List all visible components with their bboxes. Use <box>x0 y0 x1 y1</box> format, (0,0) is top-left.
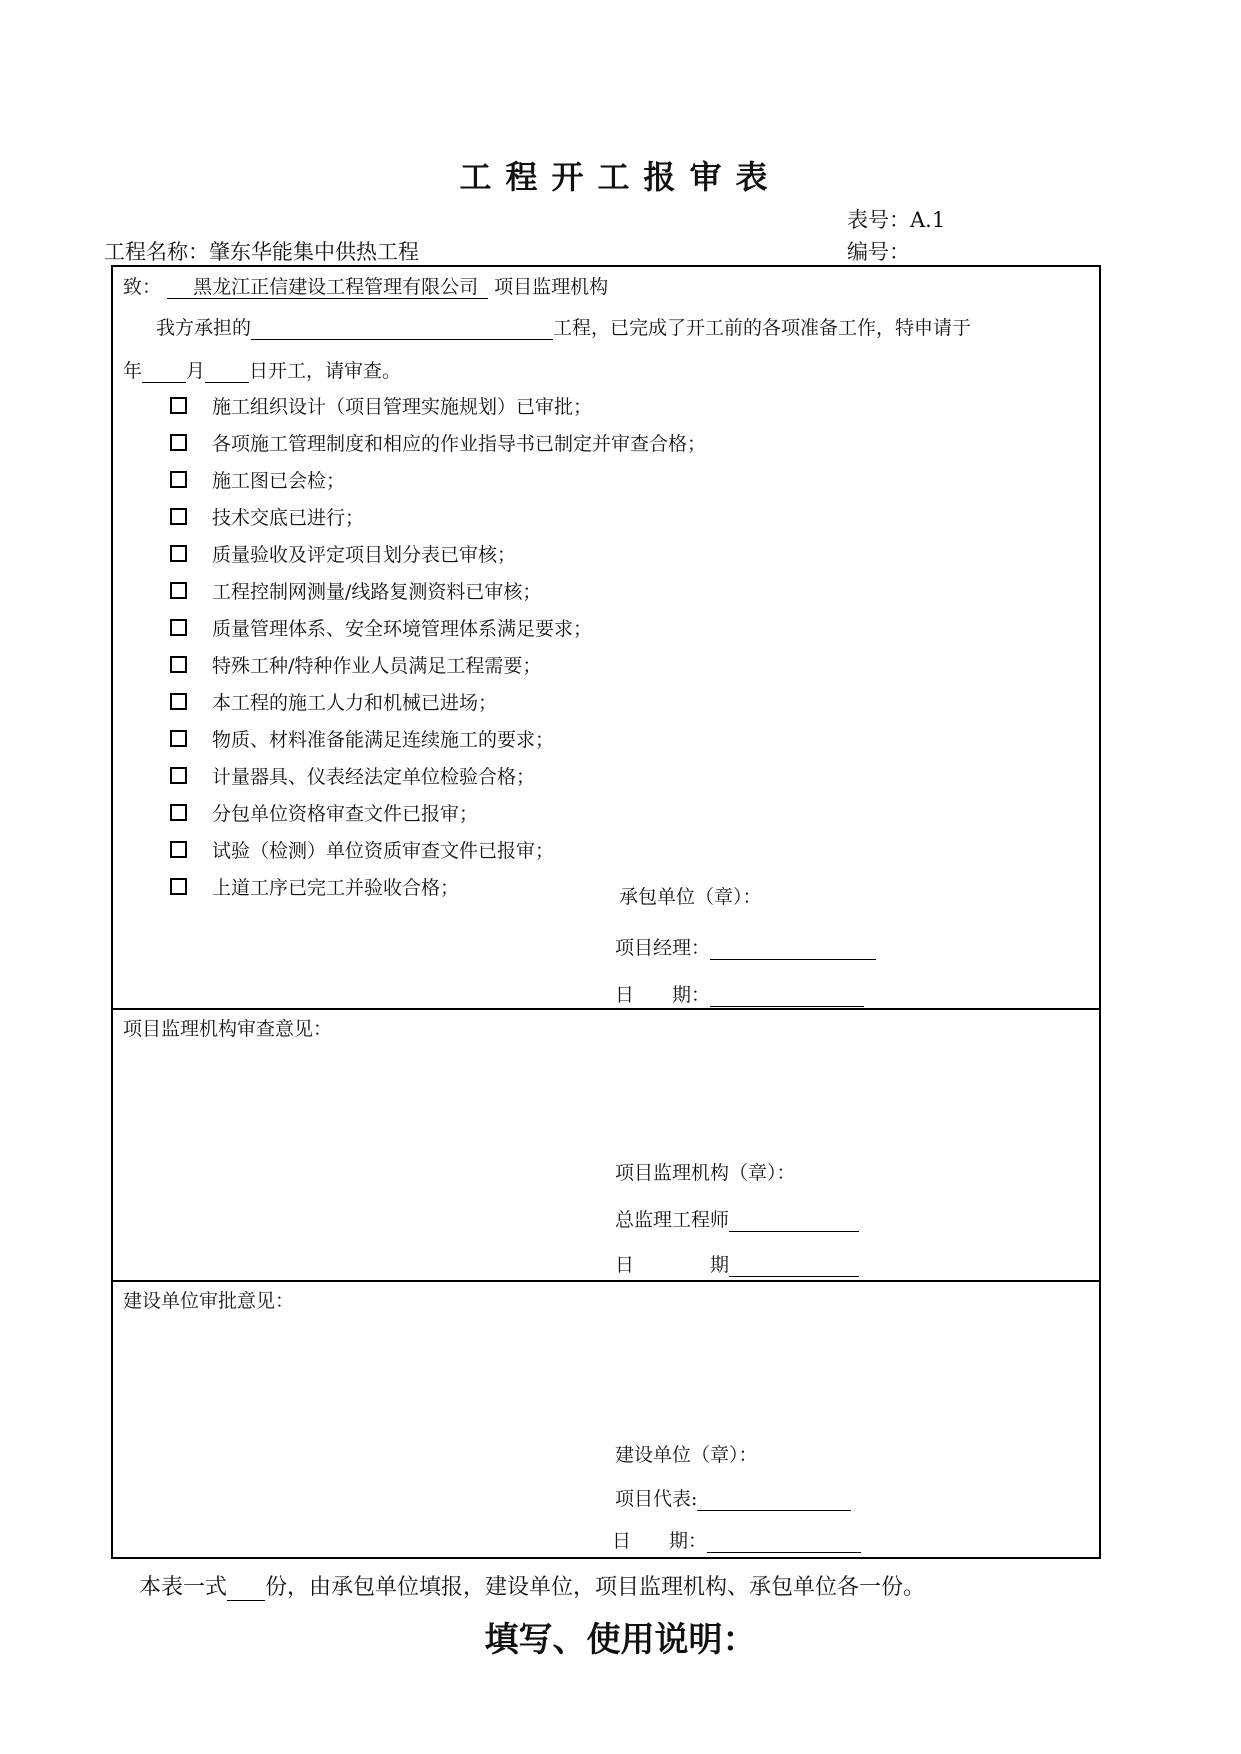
checklist-item-label: 特殊工种/特种作业人员满足工程需要； <box>212 655 542 677</box>
checklist-item-label: 物质、材料准备能满足连续施工的要求； <box>212 729 555 751</box>
project-name-value: 肇东华能集中供热工程 <box>209 240 419 264</box>
chief-engineer-row <box>615 1205 859 1232</box>
owner-rep-label: 项目代表: <box>615 1488 698 1510</box>
copies-blank[interactable] <box>227 1576 265 1601</box>
footer-note <box>139 1570 925 1601</box>
footer-text-2: 份，由承包单位填报，建设单位，项目监理机构、承包单位各一份。 <box>265 1575 926 1600</box>
manager-signature-blank[interactable] <box>710 937 876 960</box>
checklist-checkbox[interactable] <box>170 508 187 525</box>
supervision-org-label: 项目监理机构（章）： <box>615 1162 796 1184</box>
chief-engineer-blank[interactable] <box>729 1209 859 1232</box>
owner-unit-label: 建设单位（章）： <box>615 1444 758 1466</box>
supervision-date-label: 日 期 <box>615 1254 730 1276</box>
form-table <box>111 265 1101 1559</box>
section-divider-2 <box>111 1280 1101 1282</box>
intro-text-2: 工程，已完成了开工前的各项准备工作，特申请于 <box>553 317 972 339</box>
checklist-checkbox[interactable] <box>170 804 187 821</box>
serial-number-label: 编号： <box>847 240 910 264</box>
checklist-item-label: 技术交底已进行； <box>212 507 365 529</box>
contractor-date-blank[interactable] <box>710 984 864 1007</box>
checklist-item-label: 施工图已会检； <box>212 470 346 492</box>
day-text: 日开工，请审查。 <box>249 360 402 382</box>
intro-text-1: 我方承担的 <box>156 317 252 339</box>
owner-date-label: 日 期： <box>612 1530 708 1552</box>
contractor-unit-label: 承包单位（章）： <box>619 886 762 908</box>
owner-date-row <box>612 1526 861 1553</box>
checklist-checkbox[interactable] <box>170 693 187 710</box>
checklist-checkbox[interactable] <box>170 545 187 562</box>
chief-engineer-label: 总监理工程师 <box>615 1209 730 1231</box>
checklist-checkbox[interactable] <box>170 656 187 673</box>
manager-row <box>615 933 876 960</box>
checklist-item-label: 质量验收及评定项目划分表已审核； <box>212 544 517 566</box>
manager-label: 项目经理： <box>615 937 711 959</box>
addressee-company: 黑龙江正信建设工程管理有限公司 <box>167 276 488 299</box>
form-title: 工程开工报审表 <box>459 158 782 196</box>
month-label: 月 <box>186 360 206 382</box>
checklist-item-label: 试验（检测）单位资质审查文件已报审； <box>212 840 555 862</box>
checklist-checkbox[interactable] <box>170 471 187 488</box>
checklist-item-label: 工程控制网测量/线路复测资料已审核； <box>212 581 542 603</box>
project-blank[interactable] <box>251 317 553 340</box>
checklist-checkbox[interactable] <box>170 434 187 451</box>
instructions-heading: 填写、使用说明： <box>484 1620 757 1660</box>
day-blank[interactable] <box>205 360 249 383</box>
addressee-prefix: 致： <box>123 276 162 298</box>
supervision-date-row <box>615 1250 859 1277</box>
checklist-item-label: 各项施工管理制度和相应的作业指导书已制定并审查合格； <box>212 433 707 455</box>
checklist-checkbox[interactable] <box>170 582 187 599</box>
checklist-checkbox[interactable] <box>170 841 187 858</box>
checklist-checkbox[interactable] <box>170 397 187 414</box>
footer-text-1: 本表一式 <box>139 1575 228 1600</box>
supervision-heading: 项目监理机构审查意见： <box>123 1018 333 1040</box>
checklist-item-label: 计量器具、仪表经法定单位检验合格； <box>212 766 536 788</box>
checklist-item-label: 分包单位资格审查文件已报审； <box>212 803 479 825</box>
owner-rep-blank[interactable] <box>697 1488 851 1511</box>
project-name-label: 工程名称： <box>104 240 209 264</box>
contractor-date-row <box>615 980 864 1007</box>
owner-heading: 建设单位审批意见： <box>123 1290 295 1312</box>
checklist-item-label: 上道工序已完工并验收合格； <box>212 877 460 899</box>
addressee-line <box>123 272 608 299</box>
year-label: 年 <box>123 360 143 382</box>
checklist-checkbox[interactable] <box>170 878 187 895</box>
section-divider-1 <box>111 1008 1101 1010</box>
owner-date-blank[interactable] <box>707 1530 861 1553</box>
checklist-checkbox[interactable] <box>170 767 187 784</box>
supervision-date-blank[interactable] <box>729 1254 859 1277</box>
intro-line-1 <box>156 313 971 340</box>
contractor-date-label: 日 期： <box>615 984 711 1006</box>
checklist-checkbox[interactable] <box>170 730 187 747</box>
form-number: 表号：A.1 <box>847 208 946 232</box>
checklist-item-label: 本工程的施工人力和机械已进场； <box>212 692 498 714</box>
checklist-checkbox[interactable] <box>170 619 187 636</box>
owner-rep-row <box>615 1484 851 1511</box>
intro-line-2 <box>123 356 401 383</box>
addressee-suffix: 项目监理机构 <box>494 276 609 298</box>
project-name-row <box>104 236 419 266</box>
checklist-item-label: 施工组织设计（项目管理实施规划）已审批； <box>212 396 593 418</box>
checklist-item-label: 质量管理体系、安全环境管理体系满足要求； <box>212 618 593 640</box>
month-blank[interactable] <box>142 360 186 383</box>
